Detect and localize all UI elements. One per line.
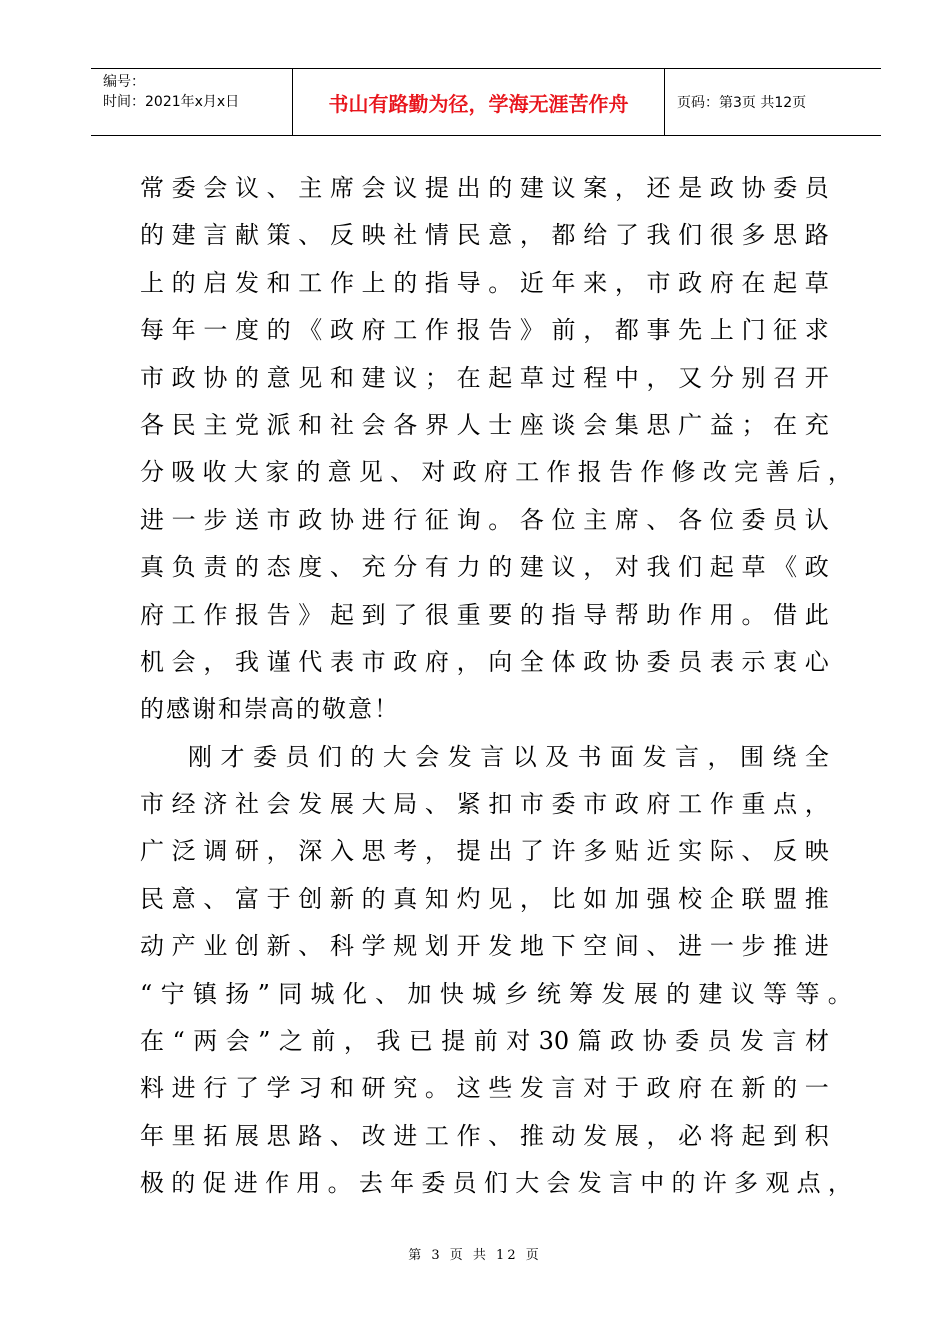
- text-line: 机 会 ， 我 谨 代 表 市 政 府 ， 向 全 体 政 协 委 员 表 示 衷 心: [140, 647, 829, 676]
- text-line: 民 意 、 富 于 创 新 的 真 知 灼 见 ， 比 如 加 强 校 企 联 盟 推: [140, 884, 829, 913]
- text-line: 的 感 谢 和 崇 高 的 敬 意 ！: [140, 695, 400, 724]
- page-header: [91, 68, 881, 136]
- time-label: 时间：2021年x月x日: [103, 94, 240, 110]
- text-line: 的 建 言 献 策 、 反 映 社 情 民 意 ， 都 给 了 我 们 很 多 思 路: [140, 221, 829, 250]
- text-line: 市 经 济 社 会 发 展 大 局 、 紧 扣 市 委 市 政 府 工 作 重 点 ，: [140, 790, 829, 819]
- number-label: 编号：: [103, 74, 145, 90]
- header-meta: [91, 69, 292, 135]
- text-line: 料 进 行 了 学 习 和 研 究 。 这 些 发 言 对 于 政 府 在 新 的 一: [140, 1074, 829, 1103]
- text-line: 常 委 会 议 、 主 席 会 议 提 出 的 建 议 案 ， 还 是 政 协 委 员: [140, 174, 829, 202]
- text-line: 极 的 促 进 作 用 。 去 年 委 员 们 大 会 发 言 中 的 许 多 观 点 ，: [140, 1169, 852, 1198]
- text-line: 上 的 启 发 和 工 作 上 的 指 导 。 近 年 来 ， 市 政 府 在 起 草: [140, 268, 829, 297]
- header-motto: 书山有路勤为径，学海无涯苦作舟: [292, 69, 665, 135]
- text-line: 刚 才 委 员 们 的 大 会 发 言 以 及 书 面 发 言 ， 围 绕 全: [188, 742, 829, 771]
- text-line: 分 吸 收 大 家 的 意 见 、 对 政 府 工 作 报 告 作 修 改 完 善 后 ，: [140, 458, 852, 487]
- text-line: 年 里 拓 展 思 路 、 改 进 工 作 、 推 动 发 展 ， 必 将 起 到 积: [140, 1121, 829, 1150]
- document-body: [140, 165, 860, 1208]
- text-line: 每 年 一 度 的 《 政 府 工 作 报 告 》 前 ， 都 事 先 上 门 征 求: [140, 316, 829, 345]
- text-line: 真 负 责 的 态 度 、 充 分 有 力 的 建 议 ， 对 我 们 起 草 《 政: [140, 553, 829, 582]
- text-line: 动 产 业 创 新 、 科 学 规 划 开 发 地 下 空 间 、 进 一 步 推 进: [140, 932, 829, 961]
- text-line: 在 “ 两 会 ” 之 前 ， 我 已 提 前 对 30 篇 政 协 委 员 发 言 材: [140, 1027, 829, 1056]
- text-line: 市 政 协 的 意 见 和 建 议 ； 在 起 草 过 程 中 ， 又 分 别 召 开: [140, 363, 829, 392]
- text-line: 广 泛 调 研 ， 深 入 思 考 ， 提 出 了 许 多 贴 近 实 际 、 反 映: [140, 837, 829, 866]
- text-line: 进 一 步 送 市 政 协 进 行 征 询 。 各 位 主 席 、 各 位 委 员 认: [140, 505, 829, 534]
- text-line: “ 宁 镇 扬 ” 同 城 化 、 加 快 城 乡 统 筹 发 展 的 建 议 等 等 。: [140, 979, 852, 1008]
- page-footer: 第 3 页 共 12 页: [408, 1248, 542, 1263]
- text-line: 府 工 作 报 告 》 起 到 了 很 重 要 的 指 导 帮 助 作 用 。 借 此: [140, 600, 829, 629]
- text-line: 各 民 主 党 派 和 社 会 各 界 人 士 座 谈 会 集 思 广 益 ； 在 充: [140, 410, 829, 439]
- header-page-info: 页码：第3页 共12页: [677, 95, 807, 111]
